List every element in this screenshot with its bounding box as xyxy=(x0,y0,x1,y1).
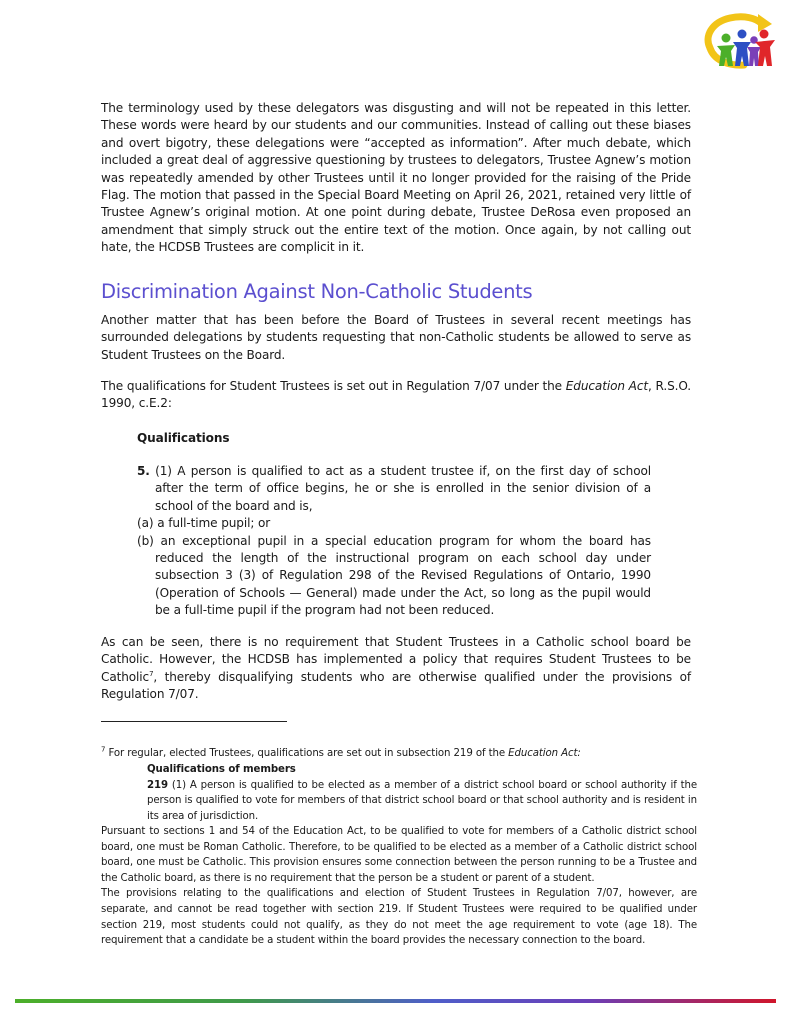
footnote xyxy=(101,746,697,762)
quote-item: (b) an exceptional pupil in a special education program for whom the board has reduced the length of the instructional program on each school day under subsection 3 (3) of Regulation 298 of the Revised Regulations of Ontario, 1990 (Operation of Schools — General) made under the Act, so long as the pupil would be a full-time pupil if the program had not been reduced. xyxy=(137,533,651,618)
item-number: 5. xyxy=(137,464,150,478)
text-run: , thereby disqualifying students who are otherwise qualified under the provisions of Regulation 7/07. xyxy=(101,669,691,702)
footnote-subheading: Qualifications of members xyxy=(147,764,296,775)
section-number: 219 xyxy=(147,779,168,791)
item-text: (1) A person is qualified to act as a student trustee if, on the first day of school after the term of office begins, he or she is enrolled in the senior division of a school of the board and is, xyxy=(149,464,651,513)
section-heading: Discrimination Against Non-Catholic Students xyxy=(101,280,533,303)
act-name: Education Act xyxy=(565,379,648,393)
footnote-quote xyxy=(147,762,697,824)
footnote-section xyxy=(147,778,697,825)
footnote-paragraph: Pursuant to sections 1 and 54 of the Education Act, to be qualified to vote for members of a Catholic district school board, one must be Roman Catholic. Therefore, to be qualified to be elected as a member of a Catholic district school board, one must be Catholic. This provision ensures some connection between the person running to be a Trustee and the Catholic board, as there is no requirement that the person be a student or parent of a student. xyxy=(101,826,697,884)
body-section xyxy=(101,378,691,413)
body-section xyxy=(101,100,691,257)
footnote-divider xyxy=(101,721,287,722)
body-section xyxy=(101,312,691,364)
regulation-quote xyxy=(137,430,651,447)
body-paragraph xyxy=(101,378,691,413)
regulation-quote xyxy=(137,463,651,620)
quote-heading: Qualifications xyxy=(137,431,230,445)
text-run: (1) A person is qualified to be elected as a member of a district school board or school authority if the person is qualified to vote for members of that district school board or that school authority and is resident in its area of jurisdiction. xyxy=(147,779,697,822)
body-section xyxy=(101,634,691,704)
footnote xyxy=(101,824,697,949)
footnote-ref[interactable]: 7 xyxy=(149,669,154,678)
body-paragraph: The terminology used by these delegators was disgusting and will not be repeated in this letter. These words were heard by our students and our communities. Instead of calling out these biases and overt bigotry, these delegations were “accepted as information”. After much debate, which included a great deal of aggressive questioning by trustees to delegators, Trustee Agnew’s motion was repeatedly amended by other Trustees until it no longer provided for the raising of the Pride Flag. The motion that passed in the Special Board Meeting on April 26, 2021, retained very little of Trustee Agnew’s original motion. At one point during debate, Trustee DeRosa even proposed an amendment that simply struck out the entire text of the motion. Once again, by not calling out hate, the HCDSB Trustees are complicit in it. xyxy=(101,101,691,255)
text-run: For regular, elected Trustees, qualifications are set out in subsection 219 of the xyxy=(105,748,509,759)
footer-color-bar xyxy=(15,999,776,1003)
footnote-number: 7 xyxy=(101,745,106,754)
text-run: As can be seen, there is no requirement that Student Trustees in a Catholic school board be Catholic. However, the HCDSB has implemented a policy that requires Student Trustees to be Catholic xyxy=(101,635,691,684)
footnote-intro xyxy=(101,746,697,762)
quote-item: (a) a full-time pupil; or xyxy=(137,516,271,531)
footnote-paragraph: The provisions relating to the qualifications and election of Student Trustees in Regulation 7/07, however, are separate, and cannot be read together with section 219. If Student Trustees were required to be qualified under section 219, most students could not qualify, as they do not meet the age requirement to vote (age 18). The requirement that a candidate be a student within the board provides the necessary connection to the board. xyxy=(101,888,697,947)
text-run: The qualifications for Student Trustees is set out in Regulation 7/07 under the xyxy=(101,379,566,393)
organization-logo xyxy=(698,12,780,70)
body-paragraph xyxy=(101,634,691,704)
body-paragraph: Another matter that has been before the Board of Trustees in several recent meetings has surrounded delegations by students requesting that non-Catholic students be allowed to serve as Student Trustees on the Board. xyxy=(101,313,691,362)
text-run: , R.S.O. 1990, c.E.2: xyxy=(101,379,691,411)
quote-item xyxy=(137,463,651,515)
act-name: Education Act: xyxy=(508,748,581,759)
